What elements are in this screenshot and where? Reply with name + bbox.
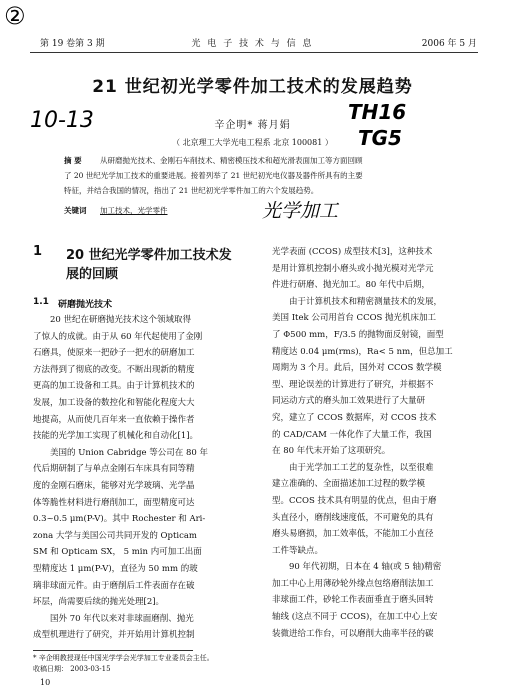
text-line: SM 和 Opticam SX， 5 min 内可加工出面 [33,547,202,558]
text-line: 了惊人的成就。由于从 60 年代起使用了金刚 [33,331,203,342]
text-line: 件进行研磨、抛光加工。80 年代中后期， [272,280,431,291]
text-line: 同运动方式的磨头加工效果进行了大量研 [272,396,426,407]
journal-issue: 第 19 卷第 3 期 [40,39,105,49]
text-line: 由于计算机技术和精密测量技术的发展， [289,296,443,307]
text-line: 精度达 0.04 μm(rms)，Ra< 5 nm，但总加工 [272,346,453,357]
keywords-label: 关键词 [64,206,87,215]
section-title-line2: 展的回顾 [66,267,119,282]
text-line: 技能的光学加工实现了机械化和自动化[1]。 [33,431,199,442]
body-column-right [272,244,486,642]
handwritten-note-right-1: TH16 [348,100,407,124]
text-line: 光学表面 (CCOS) 成型技术[3]，这种技术 [272,247,433,257]
text-line: 90 年代初期，日本在 4 轴(或 5 轴)精密 [289,562,442,573]
handwritten-note-left: 10-13 [30,108,94,133]
header-rule [30,52,478,53]
abstract-line: 从研磨抛光技术、金刚石车削技术、精密模压技术和超光滑表面加工等方面回顾 [100,156,363,165]
text-line: 的 CAD/CAM 一体化作了大量工作，我国 [272,429,432,440]
text-line: 磨头易磨损，加工效率低，不能加工小直径 [272,529,434,540]
text-line: 石磨具，使原来一把砂子一把水的研磨加工 [33,348,195,359]
handwritten-corner-mark: ② [4,2,26,30]
subsection-title: 研磨抛光技术 [58,300,113,310]
text-line: 美国 Itek 公司用首台 CCOS 抛光机床加工 [272,313,437,324]
abstract-line: 了 20 世纪光学加工技术的重要进展。接着列举了 21 世纪初光电仪器及器件所具有的主要 [64,171,363,180]
authors: 辛企明* 蒋月娟 [214,120,291,131]
text-line: 非球面工件，砂轮工作表面垂直于磨头回转 [272,595,434,606]
abstract-continued [64,168,472,198]
affiliation: （ 北京理工大学光电工程系 北京 100081 ） [172,138,333,147]
abstract-label: 摘 要 [64,156,82,165]
text-line: 型。CCOS 技术具有明显的优点，但由于磨 [272,495,437,506]
body-column-left [33,312,247,644]
text-line: 更高的加工设备和工具。由于计算机技术的 [33,381,195,392]
text-line: 璃非球面元件。由于磨削后工件表面存在破 [33,580,195,591]
section-title-line1: 20 世纪光学零件加工技术发 [66,248,232,263]
text-line: 坏层，尚需要后续的抛光处理[2]。 [33,597,165,608]
abstract [100,153,470,168]
handwritten-keyword-note: 光学加工 [262,200,339,222]
text-line: 方法得到了彻底的改变。不断出现新的精度 [33,364,195,375]
handwritten-note-right-2: TG5 [358,126,402,150]
text-line: 工件等缺点。 [272,545,324,556]
text-line: 轴线 (这点不同于 CCOS)，在加工中心上安 [272,612,438,623]
text-line: 加工中心上用薄砂轮外缘点包络磨削法加工 [272,578,434,589]
subsection-number: 1.1 [33,297,49,307]
section-number: 1 [33,244,43,259]
text-line: 度的金刚石磨床，能够对光学玻璃、光学晶 [33,480,195,491]
text-line: 型精度达 1 μm(P-V)，直径为 50 mm 的玻 [33,563,198,574]
text-line: 周期为 3 个月。此后，国外对 CCOS 数学模 [272,363,442,374]
journal-name: 光 电 子 技 术 与 信 息 [191,39,314,49]
text-line: 建立准确的、全面描述加工过程的数学模 [272,479,426,490]
text-line: 国外 70 年代以来对非球面磨削、抛光 [50,613,194,624]
text-line: 0.3~0.5 μm(P-V)。其中 Rochester 和 Ari- [33,514,206,525]
footnote-rule [33,650,193,651]
text-line: 在 80 年代末开始了这项研究。 [272,446,391,457]
text-line: 20 世纪在研磨抛光技术这个领域取得 [50,315,192,325]
footnote-received-date: 收稿日期： 2003-03-15 [33,665,111,673]
text-line: 是用计算机控制小磨头或小抛光模对光学元 [272,263,434,274]
text-line: 型、理论误差的计算进行了研究，并根据不 [272,379,434,390]
text-line: 美国的 Union Cabridge 等公司在 80 年 [50,447,208,458]
text-line: zona 大学与美国公司共同开发的 Opticam [33,530,197,541]
footnote-author-note: * 辛企明教授现任中国光学学会光学加工专业委员会主任。 [33,654,214,662]
text-line: 了 Φ500 mm，F/3.5 的抛物面反射镜，面型 [272,329,444,340]
text-line: 装微进给工作台，可以磨削大曲率半径的碳 [272,628,434,639]
text-line: 究，建立了 CCOS 数据库，对 CCOS 技术 [272,412,437,423]
keywords: 加工技术，光学零件 [100,206,168,215]
text-line: 体等脆性材料进行磨削加工，面型精度可达 [33,497,195,508]
abstract-line: 特征，并结合我国的情况，指出了 21 世纪初光学零件加工的六个发展趋势。 [64,186,319,195]
journal-date: 2006 年 5 月 [421,39,477,49]
text-line: 头直径小，磨削线速度低，不可避免的具有 [272,512,434,523]
text-line: 成型机理进行了研究，并开始用计算机控制 [33,630,195,641]
footnote [33,653,214,675]
article-title: 21 世纪初光学零件加工技术的发展趋势 [92,77,413,97]
text-line: 代后期研制了与单点金刚石车床具有同等精 [33,464,195,475]
text-line: 发展，加工设备的数控化和智能化程度大大 [33,397,195,408]
text-line: 由于光学加工工艺的复杂性，以至很难 [289,462,434,473]
text-line: 地提高，从而使几百年来一直依赖于操作者 [33,414,195,425]
page-number: 10 [40,678,51,687]
